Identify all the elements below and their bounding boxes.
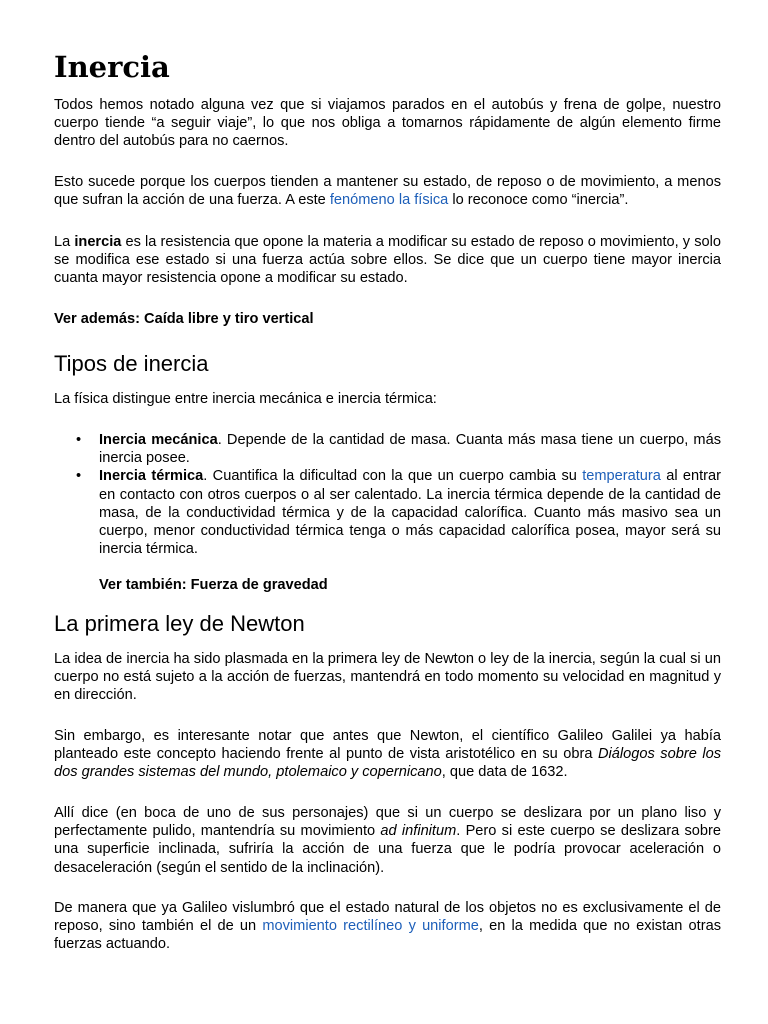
page-title: Inercia [54,50,170,84]
intro-paragraph-3 [54,233,721,288]
ad-infinitum: ad infinitum [380,823,457,840]
newton-paragraph-1 [54,650,721,705]
newton-p2-text-before: Sin embargo, es interesante notar que antes que Newton, el científico Galileo Galilei ya había planteado este concepto haciendo frente al punto de vista aristotélico en su obra [54,728,721,763]
book-title: Diálogos sobre los dos grandes sistemas del mundo, ptolemaico y copernicano [54,746,721,781]
see-also-caida-libre: Ver además: Caída libre y tiro vertical [54,311,314,327]
newton-p1-text: La idea de inercia ha sido plasmada en la primera ley de Newton o ley de la inercia, según la cual si un cuerpo no está sujeto a la acción de fuerzas, mantendrá en todo momento su velocidad en magnitud y en dirección. [54,651,721,704]
bullet-icon: • [76,432,82,448]
intro-p3-text-before: La [54,234,75,250]
newton-paragraph-3 [54,804,721,877]
intro-paragraph-1 [54,96,721,151]
intro-paragraph-2 [54,173,721,209]
newton-paragraph-2 [54,727,721,782]
newton-p3-text-before: Allí dice (en boca de uno de sus personajes) que si un cuerpo se deslizara por un plano liso y perfectamente pulido, mantendría su movimiento [54,805,721,840]
link-fenomeno-fisica[interactable]: fenómeno la física [329,192,449,209]
types-list [54,431,721,558]
link-temperatura[interactable]: temperatura [582,468,661,485]
see-also-fuerza-gravedad: Ver también: Fuerza de gravedad [99,577,328,593]
link-movimiento-rectilineo[interactable]: movimiento rectilíneo y uniforme [262,918,479,935]
list-item-term: Inercia mecánica [99,432,218,448]
newton-p3-text-after: . Pero si este cuerpo se deslizara sobre una superficie inclinada, sufriría la acción de una fuerza que le podría provocar aceleración o desaceleración (según el sentido de la inclinación). [54,823,721,876]
heading-tipos-de-inercia: Tipos de inercia [54,351,209,376]
types-lead: La física distingue entre inercia mecánica e inercia térmica: [54,391,437,407]
intro-p2-text-after: lo reconoce como “inercia”. [448,192,629,209]
bullet-icon: • [76,468,82,485]
list-item-term: Inercia térmica [99,468,204,485]
newton-paragraph-4 [54,899,721,954]
list-item-text-after: al entrar en contacto con otros cuerpos o al ser calentado. La inercia térmica depende de la cantidad de masa, de la conductividad térmica y de la capacidad calorífica. Cuanto más masivo sea un cuerpo, menor conductividad térmica tenga o más capacidad calorífica posea, mayor será su inercia térmica. [99,468,721,558]
intro-p3-text-after: es la resistencia que opone la materia a modificar su estado de reposo o movimiento, y solo se modifica ese estado si una fuerza actúa sobre ellos. Se dice que un cuerpo tiene mayor inercia cuanta mayor resistencia opone a modificar su estado. [54,234,721,287]
list-item-text-before: . Cuantifica la dificultad con la que un cuerpo cambia su [203,468,583,485]
newton-p4-text-after: , en la medida que no existan otras fuerzas actuando. [54,918,721,953]
heading-primera-ley-newton: La primera ley de Newton [54,611,305,636]
newton-p2-text-after: , que data de 1632. [441,764,568,781]
intro-p1-text: Todos hemos notado alguna vez que si viajamos parados en el autobús y frena de golpe, nuestro cuerpo tiende “a seguir viaje”, lo que nos obliga a tomarnos rápidamente de algún elemento firme dentro del autobús para no caernos. [54,97,721,150]
list-item-inercia-termica [54,467,721,558]
list-item-text: . Depende de la cantidad de masa. Cuanta más masa tiene un cuerpo, más inercia posee. [99,432,721,467]
newton-p4-text-before: De manera que ya Galileo vislumbró que el estado natural de los objetos no es exclusivamente el de reposo, sino también el de un [54,900,721,935]
intro-p2-text-before: Esto sucede porque los cuerpos tienden a mantener su estado, de reposo o de movimiento, a menos que sufran la acción de una fuerza. A este [54,174,721,209]
inercia-term: inercia [74,234,122,250]
list-item-inercia-mecanica [54,431,721,467]
